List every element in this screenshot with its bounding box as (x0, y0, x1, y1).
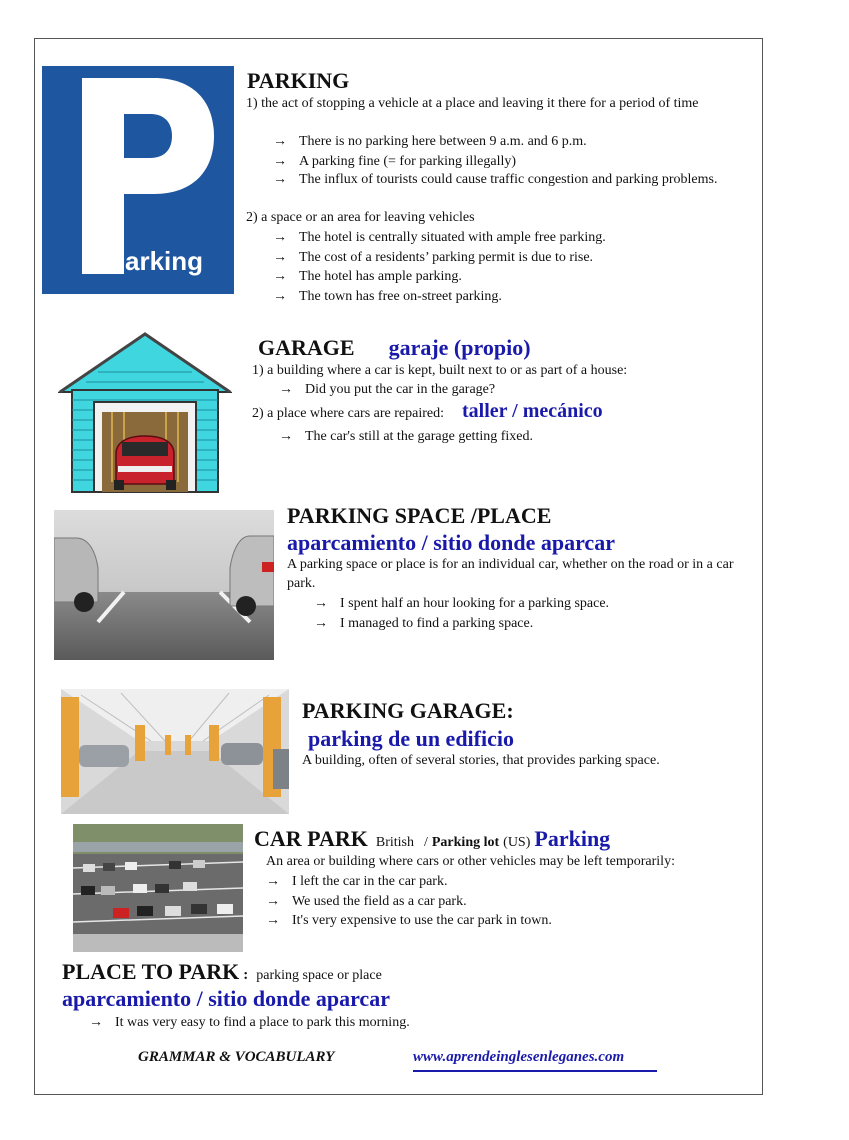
car-park-title: CAR PARK (254, 826, 368, 851)
footer-link[interactable]: www.aprendeinglesenleganes.com (413, 1049, 657, 1072)
list-item: → The car's still at the garage getting fixed. (279, 427, 699, 447)
garage-illustration (58, 332, 232, 494)
list-item: → The hotel is centrally situated with ample free parking. (273, 228, 723, 248)
list-item: → Did you put the car in the garage? (279, 380, 699, 400)
parking-sign-text: arking (125, 246, 204, 276)
parking-space-title: PARKING SPACE /PLACE (287, 503, 552, 528)
parking-garage-translation: parking de un edificio (308, 726, 514, 751)
list-item: → The influx of tourists could cause traffic congestion and parking problems. (273, 171, 723, 189)
car-park-definition: An area or building where cars or other vehicles may be left temporarily: (266, 854, 675, 869)
parking-title: PARKING (247, 68, 350, 93)
garage-examples-1 (279, 380, 699, 400)
parking-space-definition: A parking space or place is for an individual car, whether on the road or in a car park. (287, 557, 734, 591)
parking-garage-title: PARKING GARAGE: (302, 698, 514, 723)
place-to-park-title: PLACE TO PARK (62, 959, 240, 984)
garage-title: GARAGE (258, 335, 355, 360)
list-item: → I managed to find a parking space. (314, 614, 734, 634)
place-to-park-translation: aparcamiento / sitio donde aparcar (62, 986, 390, 1011)
car-park-us: (US) (503, 835, 531, 850)
parking-space-examples (314, 594, 734, 633)
footer-label: GRAMMAR & VOCABULARY (138, 1049, 335, 1065)
garage-definition-1: 1) a building where a car is kept, built next to or as part of a house: (252, 363, 628, 378)
car-park-examples (266, 872, 706, 931)
place-to-park-heading (62, 960, 382, 984)
car-park-lot: Parking lot (431, 835, 500, 850)
list-item: → The cost of a residents’ parking permit is due to rise. (273, 248, 723, 268)
parking-space-translation: aparcamiento / sitio donde aparcar (287, 530, 615, 555)
garage-examples-2 (279, 427, 699, 447)
list-item: → The town has free on-street parking. (273, 287, 723, 307)
parking-sign-image (42, 66, 234, 294)
parking-space-photo (54, 510, 274, 660)
parking-examples-2 (273, 228, 723, 306)
garage-heading (258, 336, 531, 360)
list-item: → A parking fine (= for parking illegally) (273, 152, 723, 172)
place-to-park-examples (89, 1013, 549, 1033)
list-item: → The hotel has ample parking. (273, 267, 723, 287)
list-item: → It was very easy to find a place to park this morning. (89, 1013, 549, 1033)
list-item: → It's very expensive to use the car park in town. (266, 911, 706, 931)
place-to-park-definition: parking space or place (256, 968, 382, 983)
parking-definition-1: 1) the act of stopping a vehicle at a place and leaving it there for a period of time (246, 96, 699, 111)
parking-definition-2: 2) a space or an area for leaving vehicles (246, 210, 475, 225)
parking-garage-definition: A building, often of several stories, that provides parking space. (302, 753, 660, 768)
garage-translation: garaje (propio) (388, 335, 531, 360)
list-item: → I spent half an hour looking for a parking space. (314, 594, 734, 614)
garage-definition-2-line (252, 400, 603, 423)
parking-garage-photo (61, 689, 289, 814)
list-item: → We used the field as a car park. (266, 892, 706, 912)
car-park-photo (73, 824, 243, 952)
car-park-heading (254, 826, 610, 852)
place-to-park-colon: : (243, 967, 249, 983)
parking-examples-1 (273, 132, 723, 189)
list-item: → I left the car in the car park. (266, 872, 706, 892)
garage-translation-2: taller / mecánico (461, 400, 603, 422)
car-park-translation: Parking (534, 826, 611, 851)
car-park-british: British (375, 835, 414, 850)
list-item: → There is no parking here between 9 a.m. and 6 p.m. (273, 132, 723, 152)
garage-definition-2: 2) a place where cars are repaired: (252, 406, 444, 421)
car-park-slash: / (423, 835, 428, 850)
